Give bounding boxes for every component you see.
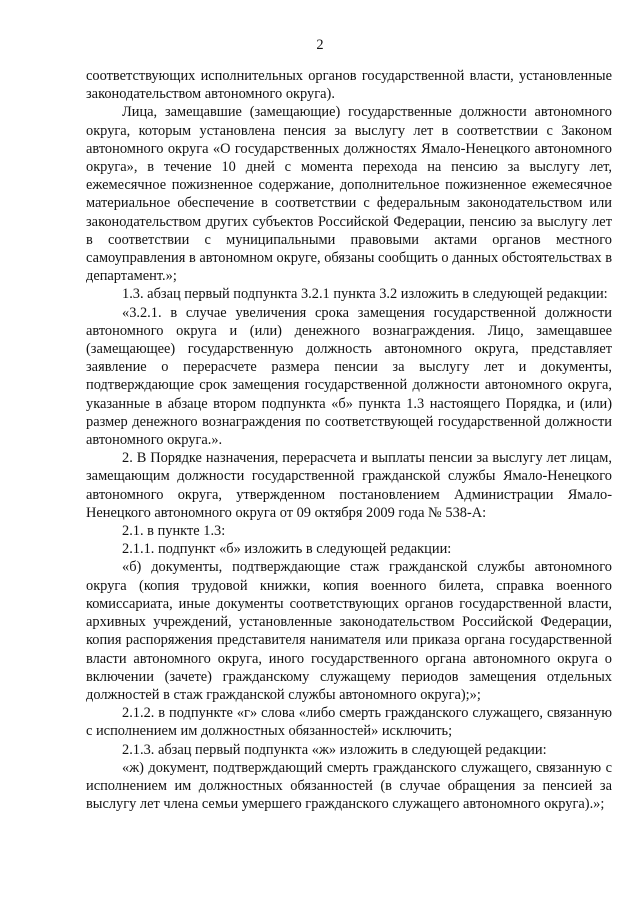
paragraph-item-2: 2. В Порядке назначения, перерасчета и выплаты пенсии за выслугу лет лицам, замещающим должности государственной гражданской службы Ямало-Ненецкого автономного округа, утвержденном постановлением Администрации Ямало-Ненецкого автономного округа от 09 октября 2009 года № 538-А: (86, 450, 612, 521)
paragraph-subitem-zh: «ж) документ, подтверждающий смерть гражданского служащего, связанную с исполнением им должностных обязанностей (в случае обращения за пенсией за выслугу лет члена семьи умершего гражданского служащего автономного округа).»; (86, 759, 612, 813)
paragraph-item-1-3: 1.3. абзац первый подпункта 3.2.1 пункта 3.2 изложить в следующей редакции: (122, 286, 608, 303)
document-body (86, 67, 612, 813)
paragraph-persons-obligation: Лица, замещавшие (замещающие) государственные должности автономного округа, которым установлена пенсия за выслугу лет в соответствии с Законом автономного округа «О государственных должностях Ямало-Ненецкого автономного округа», в течение 10 дней с момента перехода на пенсию за выслугу лет, ежемесячное пожизненное содержание, дополнительное пожизненное ежемесячное материальное обеспечение в соответствии с федеральным законодательством или законодательством других субъектов Российской Федерации, пенсию за выслугу лет в соответствии с муниципальными правовыми актами органов местного самоуправления в автономном округе, обязаны сообщить о данных обстоятельствах в департамент.»; (86, 104, 612, 285)
paragraph-item-2-1-1: 2.1.1. подпункт «б» изложить в следующей редакции: (122, 541, 452, 558)
paragraph-item-2-1: 2.1. в пункте 1.3: (122, 523, 226, 540)
paragraph-item-2-1-3: 2.1.3. абзац первый подпункта «ж» изложить в следующей редакции: (122, 741, 547, 758)
paragraph-subitem-b: «б) документы, подтверждающие стаж гражданской службы автономного округа (копия трудовой книжки, копия военного билета, справка военного комиссариата, иные документы соответствующих органов государственной власти, архивных учреждений, установленные законодательством Российской Федерации, копия распоряжения представителя нанимателя или приказа органа государственной власти автономного округа, иного государственного органа автономного округа о включении (зачете) гражданскому служащему периодов замещения отдельных должностей в стаж гражданской службы автономного округа);»; (86, 559, 612, 703)
paragraph-item-2-1-2: 2.1.2. в подпункте «г» слова «либо смерть гражданского служащего, связанную с исполнением им должностных обязанностей» исключить; (86, 705, 612, 740)
page-number: 2 (316, 37, 324, 53)
paragraph-subitem-3-2-1: «3.2.1. в случае увеличения срока замещения государственной должности автономного округа и (или) денежного вознаграждения. Лицо, замещавшее (замещающее) государственную должность автономного округа, представляет заявление о перерасчете размера пенсии за выслугу лет и документы, подтверждающие срок замещения государственной должности автономного округа, указанные в абзаце втором подпункта «б» пункта 1.3 настоящего Порядка, и (или) размер денежного вознаграждения по соответствующей государственной должности автономного округа.». (86, 304, 612, 449)
paragraph-continuation: соответствующих исполнительных органов государственной власти, установленные законодательством автономного округа). (86, 68, 612, 103)
